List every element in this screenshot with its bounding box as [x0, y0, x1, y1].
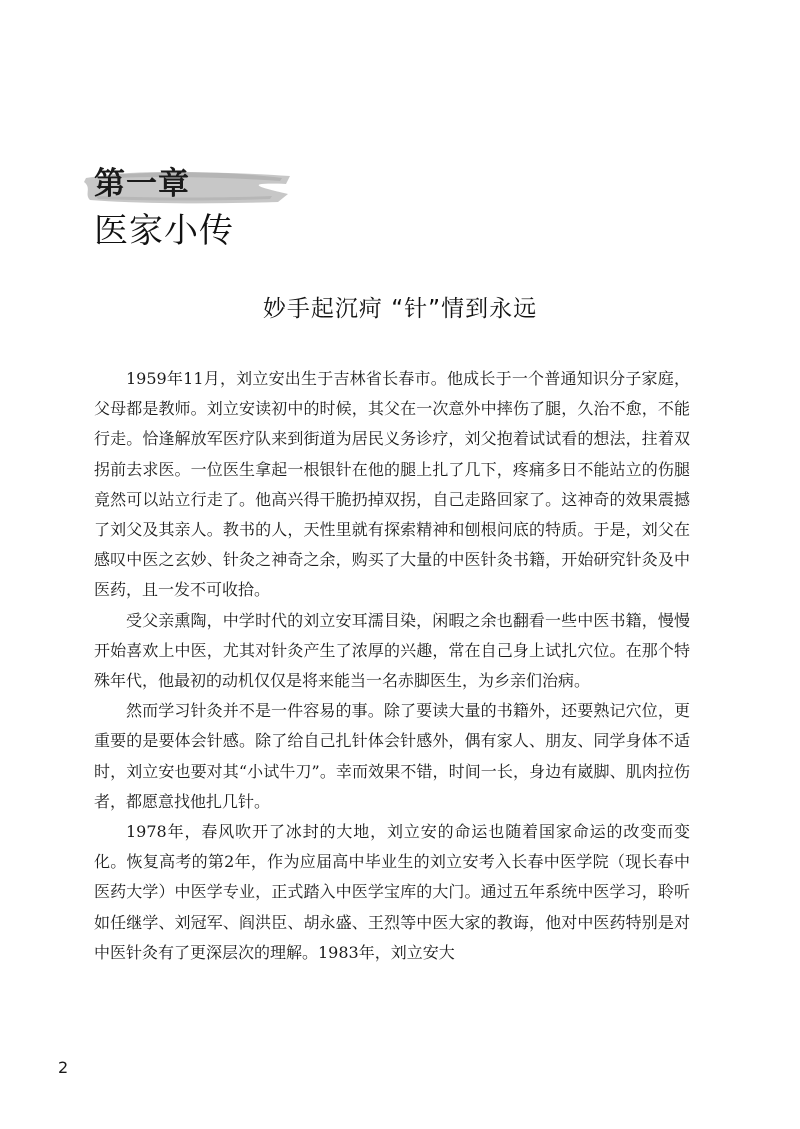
paragraph: 1959年11月，刘立安出生于吉林省长春市。他成长于一个普通知识分子家庭，父母都是教师。刘立安读初中的时候，其父在一次意外中摔伤了腿，久治不愈，不能行走。恰逢解放军医疗队来到街道为居民义务诊疗，刘父抱着试试看的想法，拄着双拐前去求医。一位医生拿起一根银针在他的腿上扎了几下，疼痛多日不能站立的伤腿竟然可以站立行走了。他高兴得干脆扔掉双拐，自己走路回家了。这神奇的效果震撼了刘父及其亲人。教书的人，天性里就有探索精神和刨根问底的特质。于是，刘父在感叹中医之玄妙、针灸之神奇之余，购买了大量的中医针灸书籍，开始研究针灸及中医药，且一发不可收拾。 [94, 369, 690, 600]
chapter-title: 医家小传 [94, 211, 234, 251]
body-text [94, 364, 690, 968]
chapter-label: 第一章 [94, 166, 190, 202]
paragraph: 受父亲熏陶，中学时代的刘立安耳濡目染，闲暇之余也翻看一些中医书籍，慢慢开始喜欢上中医，尤其对针灸产生了浓厚的兴趣，常在自己身上试扎穴位。在那个特殊年代，他最初的动机仅仅是将来能当一名赤脚医生，为乡亲们治病。 [94, 610, 690, 691]
paragraph: 然而学习针灸并不是一件容易的事。除了要读大量的书籍外，还要熟记穴位，更重要的是要体会针感。除了给自己扎针体会针感外，偶有家人、朋友、同学身体不适时，刘立安也要对其“小试牛刀”。幸而效果不错，时间一长，身边有崴脚、肌肉拉伤者，都愿意找他扎几针。 [94, 701, 690, 811]
paragraph: 1978年，春风吹开了冰封的大地，刘立安的命运也随着国家命运的改变而变化。恢复高考的第2年，作为应届高中毕业生的刘立安考入长春中医学院（现长春中医药大学）中医学专业，正式踏入中医学宝库的大门。通过五年系统中医学习，聆听如任继学、刘冠军、阎洪臣、胡永盛、王烈等中医大家的教诲，他对中医药特别是对中医针灸有了更深层次的理解。1983年，刘立安大 [94, 822, 690, 962]
section-title: 妙手起沉疴 “针”情到永远 [262, 296, 538, 322]
page-number: 2 [58, 1058, 69, 1077]
chapter-heading [94, 162, 494, 256]
